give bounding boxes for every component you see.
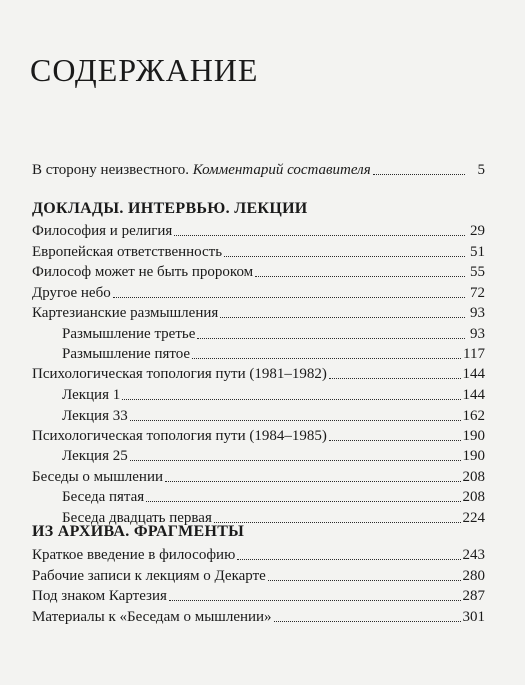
toc-entry-label: Краткое введение в философию bbox=[32, 547, 236, 563]
toc-entry bbox=[32, 364, 485, 384]
dot-leader bbox=[169, 600, 461, 601]
dot-leader bbox=[255, 276, 465, 277]
toc-entry-label: Размышление третье bbox=[62, 326, 196, 342]
dot-leader bbox=[274, 621, 461, 622]
toc-entry-label-text: В сторону неизвестного. bbox=[32, 162, 193, 178]
toc-entry-label: Лекция 25 bbox=[62, 448, 128, 464]
dot-leader bbox=[130, 460, 461, 461]
dot-leader bbox=[220, 317, 465, 318]
toc-page-number: 301 bbox=[462, 609, 485, 625]
dot-leader bbox=[165, 481, 460, 482]
toc-entry bbox=[32, 467, 485, 487]
toc-entry-label: Психологическая топология пути (1984–1985) bbox=[32, 428, 327, 444]
toc-subentry bbox=[62, 324, 485, 344]
dot-leader bbox=[268, 580, 461, 581]
dot-leader bbox=[174, 235, 465, 236]
toc-entry-label: Лекция 1 bbox=[62, 387, 121, 403]
toc-entry bbox=[32, 262, 485, 282]
dot-leader bbox=[237, 559, 460, 560]
toc-page-number: 190 bbox=[462, 428, 485, 444]
toc-entry bbox=[32, 566, 485, 586]
toc-page-number: 5 bbox=[477, 162, 485, 178]
section-heading: ИЗ АРХИВА. ФРАГМЕНТЫ bbox=[32, 523, 245, 540]
toc-entry-label: Картезианские размышления bbox=[32, 305, 219, 321]
toc-entry bbox=[32, 283, 485, 303]
dot-leader bbox=[113, 297, 465, 298]
toc-entry bbox=[32, 586, 485, 606]
toc-entry-label: Беседа пятая bbox=[62, 489, 145, 505]
section-heading: ДОКЛАДЫ. ИНТЕРВЬЮ. ЛЕКЦИИ bbox=[32, 200, 308, 217]
toc-subentry bbox=[62, 446, 485, 466]
toc-page-number: 55 bbox=[470, 264, 485, 280]
toc-entry-label: Под знаком Картезия bbox=[32, 588, 167, 604]
toc-entry-label: Философия и религия bbox=[32, 223, 173, 239]
toc-page-number: 51 bbox=[470, 244, 485, 260]
toc-entry bbox=[32, 426, 485, 446]
toc-entry-label: Европейская ответственность bbox=[32, 244, 223, 260]
dot-leader bbox=[122, 399, 460, 400]
dot-leader bbox=[329, 440, 461, 441]
toc-entry-label: Размышление пятое bbox=[62, 346, 191, 362]
toc-page-number: 208 bbox=[462, 489, 485, 505]
toc-entry-label: Лекция 33 bbox=[62, 408, 128, 424]
dot-leader bbox=[130, 420, 461, 421]
toc-subentry bbox=[62, 344, 485, 364]
toc-page-number: 29 bbox=[470, 223, 485, 239]
page-title: СОДЕРЖАНИЕ bbox=[30, 52, 259, 88]
toc-page-number: 117 bbox=[463, 346, 485, 362]
dot-leader bbox=[197, 338, 465, 339]
toc-page-number: 208 bbox=[462, 469, 485, 485]
toc-entry-label: Беседа двадцать первая bbox=[62, 510, 212, 526]
toc-page-number: 93 bbox=[470, 326, 485, 342]
toc-entry bbox=[32, 303, 485, 323]
toc-page-number: 287 bbox=[462, 588, 485, 604]
toc-entry-label bbox=[32, 160, 373, 180]
toc-entry bbox=[32, 545, 485, 565]
dot-leader bbox=[192, 358, 461, 359]
toc-page-number: 190 bbox=[462, 448, 485, 464]
toc-page-number: 280 bbox=[462, 568, 485, 584]
dot-leader bbox=[146, 501, 460, 502]
toc-page-number: 243 bbox=[462, 547, 485, 563]
toc-subentry bbox=[62, 385, 485, 405]
dot-leader bbox=[224, 256, 465, 257]
toc-subentry bbox=[62, 406, 485, 426]
toc-entry bbox=[32, 242, 485, 262]
toc-entry-label: Рабочие записи к лекциям о Декарте bbox=[32, 568, 266, 584]
toc-entry bbox=[32, 607, 485, 627]
toc-entry-label-italic: Комментарий составителя bbox=[192, 162, 371, 178]
toc-entry-intro bbox=[32, 160, 485, 180]
toc-page-number: 144 bbox=[462, 366, 485, 382]
toc-page-number: 72 bbox=[470, 285, 485, 301]
toc-page-number: 224 bbox=[462, 510, 485, 526]
toc-entry-label: Материалы к «Беседам о мышлении» bbox=[32, 609, 272, 625]
dot-leader bbox=[214, 522, 461, 523]
toc-page-number: 144 bbox=[462, 387, 485, 403]
toc-page-number: 93 bbox=[470, 305, 485, 321]
toc-entry-label: Философ может не быть пророком bbox=[32, 264, 254, 280]
dot-leader bbox=[329, 378, 461, 379]
toc-entry-label: Беседы о мышлении bbox=[32, 469, 164, 485]
toc-page-number: 162 bbox=[462, 408, 485, 424]
dot-leader bbox=[373, 174, 465, 175]
toc-entry bbox=[32, 221, 485, 241]
toc-entry-label: Другое небо bbox=[32, 285, 111, 301]
toc-entry-label: Психологическая топология пути (1981–1982) bbox=[32, 366, 327, 382]
toc-subentry bbox=[62, 487, 485, 507]
